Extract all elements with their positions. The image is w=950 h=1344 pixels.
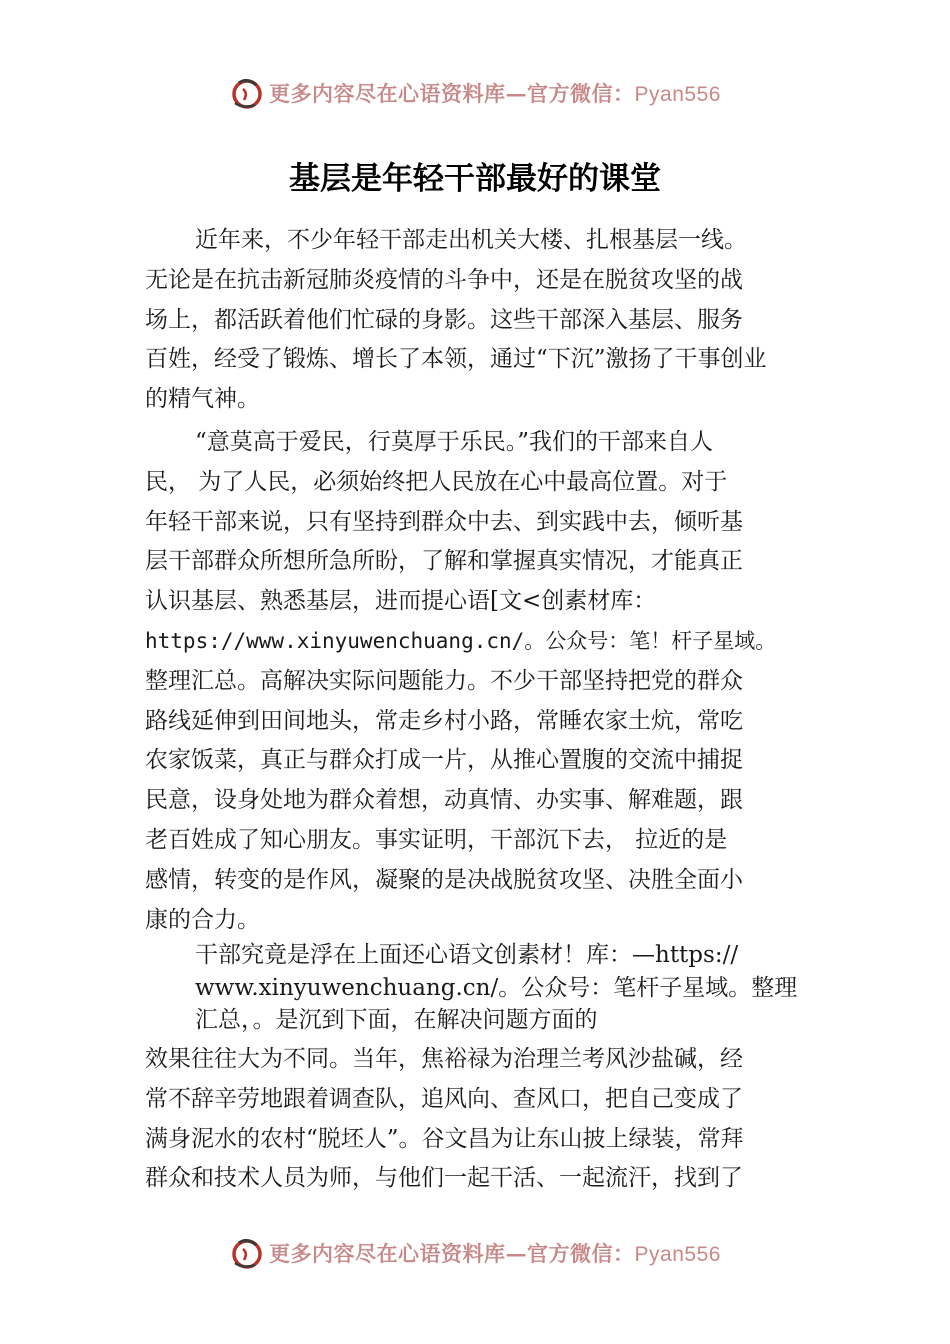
text-line: 老百姓成了知心朋友。事实证明，干部沉下去， 拉近的是 bbox=[145, 826, 728, 853]
paragraph-3 bbox=[195, 939, 825, 1037]
footer-banner-label: 更多内容尽在心语资料库—官方微信： bbox=[269, 1241, 635, 1266]
xinyu-logo-icon bbox=[229, 1235, 265, 1271]
xinyu-logo-icon bbox=[229, 75, 265, 111]
header-banner-text bbox=[269, 78, 721, 108]
text-line: 认识基层、熟悉基层，进而提心语[文<创素材库： bbox=[145, 588, 657, 615]
text-line: www.xinyuwenchuang.cn/。公众号：笔杆子星域。整理 bbox=[195, 974, 798, 1001]
text-line: 群众和技术人员为师，与他们一起干活、一起流汗，找到了 bbox=[145, 1165, 743, 1192]
document-title: 基层是年轻干部最好的课堂 bbox=[289, 161, 661, 197]
text-line: 整理汇总。高解决实际问题能力。不少干部坚持把党的群众 bbox=[145, 667, 743, 694]
text-line: 场上，都活跃着他们忙碌的身影。这些干部深入基层、服务 bbox=[145, 306, 743, 333]
text-line: 效果往往大为不同。当年，焦裕禄为治理兰考风沙盐碱，经 bbox=[145, 1046, 743, 1072]
text-line: 年轻干部来说，只有坚持到群众中去、到实践中去，倾听基 bbox=[145, 508, 743, 535]
paragraph-2 bbox=[145, 423, 825, 940]
text-line: 无论是在抗击新冠肺炎疫情的斗争中，还是在脱贫攻坚的战 bbox=[145, 266, 743, 293]
header-banner-contact: Pyan556 bbox=[634, 83, 721, 106]
header-banner-label: 更多内容尽在心语资料库—官方微信： bbox=[269, 81, 635, 106]
text-line: 百姓，经受了锻炼、增长了本领，通过“下沉”激扬了干事创业 bbox=[145, 346, 767, 373]
text-line: 农家饭菜，真正与群众打成一片，从推心置腹的交流中捕捉 bbox=[145, 747, 743, 774]
text-line: 干部究竟是浮在上面还心语文创素材！库：—https:// bbox=[195, 942, 739, 968]
text-line: 路线延伸到田间地头，常走乡村小路，常睡农家土炕，常吃 bbox=[145, 707, 743, 734]
text-line: 的精气神。 bbox=[145, 386, 260, 413]
text-line: 民， 为了人民，必须始终把人民放在心中最高位置。对于 bbox=[145, 468, 728, 495]
footer-banner-contact: Pyan556 bbox=[634, 1243, 721, 1266]
text-line: 汇总，。是沉到下面，在解决问题方面的 bbox=[195, 1007, 598, 1033]
text-line: “意莫高于爱民，行莫厚于乐民。”我们的干部来自人 bbox=[195, 429, 714, 455]
text-line: 感情，转变的是作风，凝聚的是决战脱贫攻坚、决胜全面小 bbox=[145, 866, 743, 893]
paragraph-1 bbox=[145, 221, 825, 420]
text-line-url: https://www.xinyuwenchuang.cn/。公众号：笔！杆子星域。 bbox=[145, 628, 777, 653]
text-line: 康的合力。 bbox=[145, 906, 260, 933]
text-line: 层干部群众所想所急所盼，了解和掌握真实情况，才能真正 bbox=[145, 548, 743, 575]
text-line: 常不辞辛劳地跟着调查队，追风向、查风口，把自己变成了 bbox=[145, 1085, 743, 1112]
text-line: 近年来，不少年轻干部走出机关大楼、扎根基层一线。 bbox=[195, 227, 747, 253]
header-banner bbox=[0, 71, 950, 115]
text-line: 民意，设身处地为群众着想，动真情、办实事、解难题，跟 bbox=[145, 787, 743, 814]
text-line: 满身泥水的农村“脱坯人”。谷文昌为让东山披上绿装，常拜 bbox=[145, 1125, 744, 1152]
footer-banner bbox=[0, 1231, 950, 1275]
footer-banner-text bbox=[269, 1238, 721, 1268]
paragraph-4 bbox=[145, 1040, 825, 1199]
